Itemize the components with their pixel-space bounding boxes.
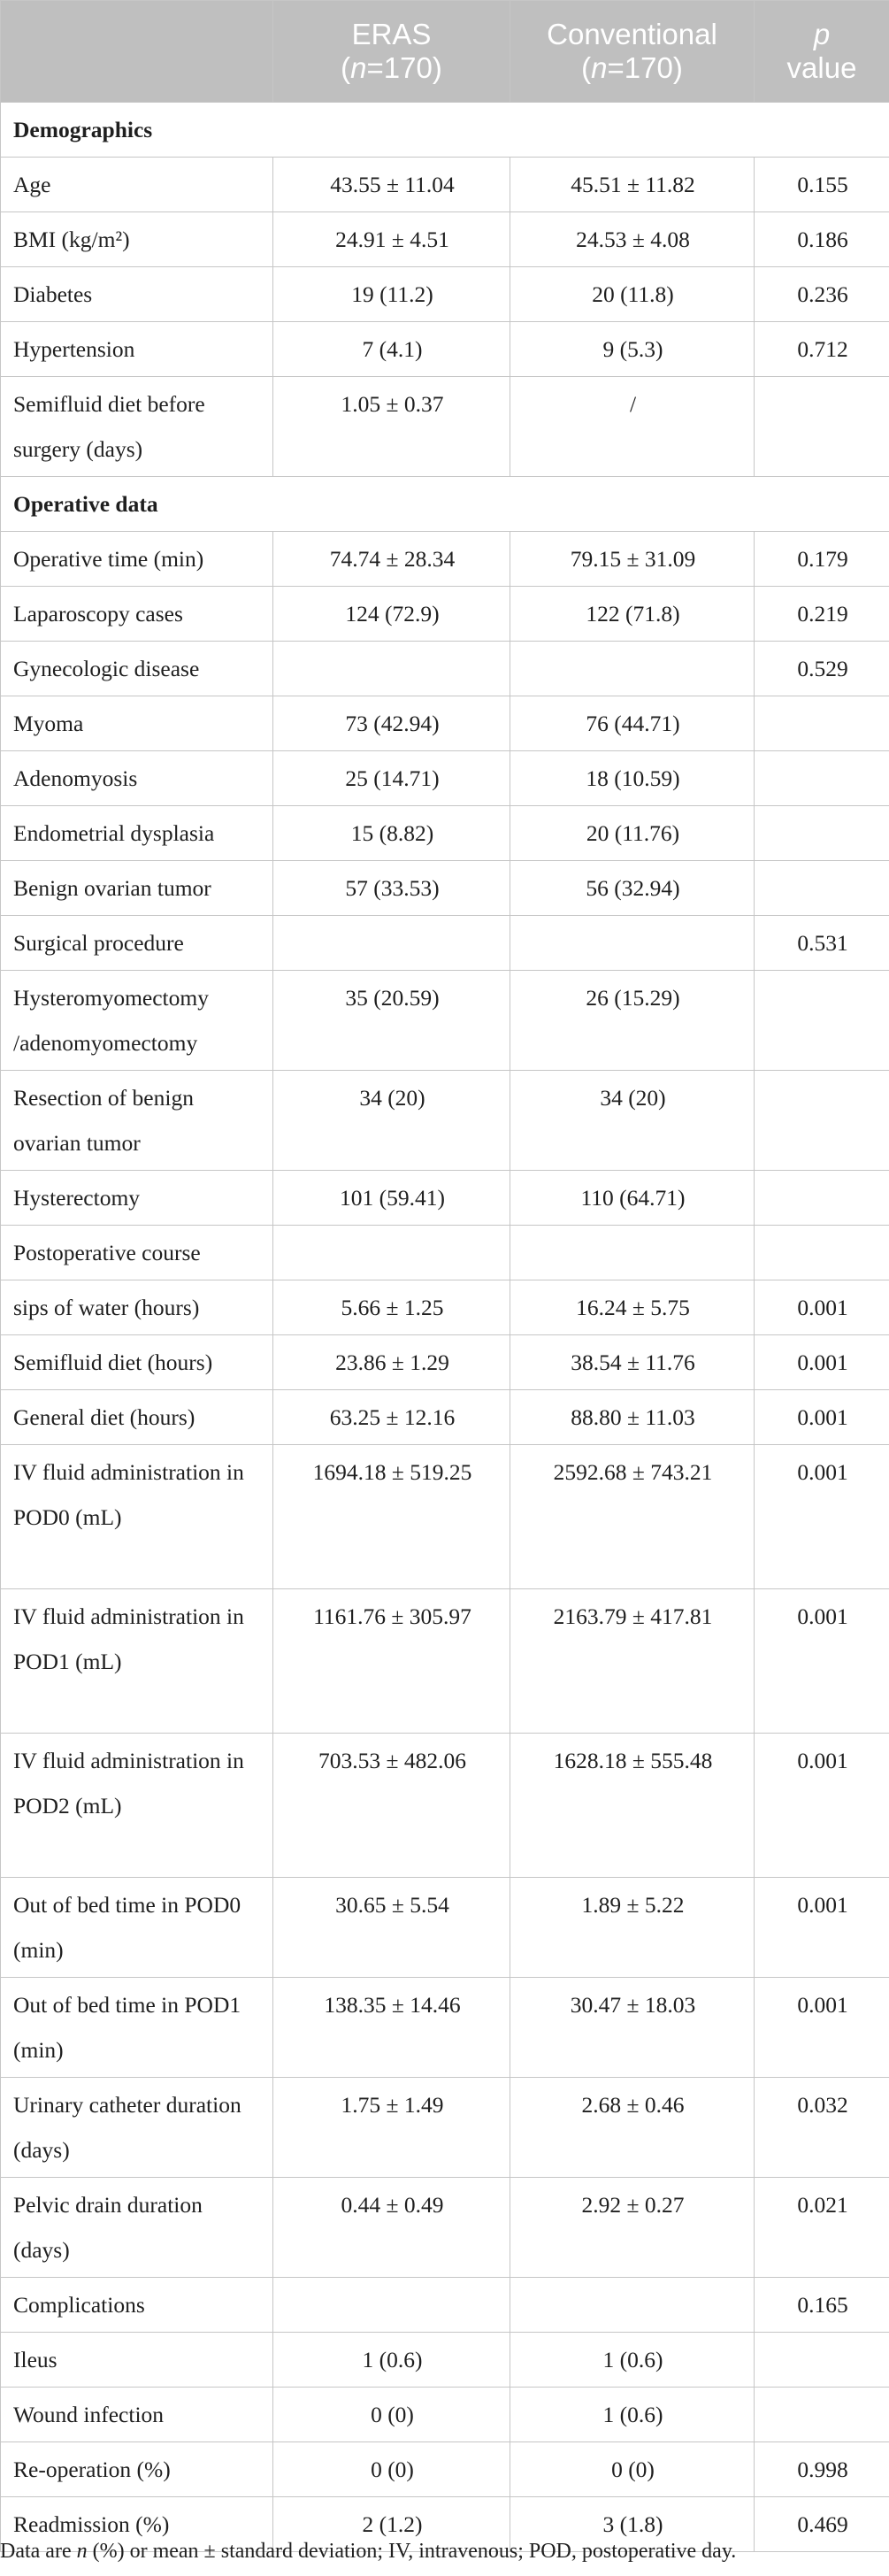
eras-value [273,642,510,696]
header-p-value [755,1,889,103]
p-value: 0.165 [755,2278,889,2333]
header-conventional [510,1,755,103]
p-value [755,377,889,477]
table-row [1,1390,889,1445]
eras-value: 15 (8.82) [273,806,510,861]
eras-value: 74.74 ± 28.34 [273,532,510,587]
table-row [1,751,889,806]
eras-value [273,916,510,971]
p-value: 0.021 [755,2178,889,2278]
table-row [1,2333,889,2388]
table-row [1,2442,889,2497]
conventional-value: 1.89 ± 5.22 [510,1878,755,1978]
eras-value: 34 (20) [273,1071,510,1171]
eras-value: 23.86 ± 1.29 [273,1335,510,1390]
row-label: IV fluid administration in POD2 (mL) [1,1734,273,1878]
row-label: Out of bed time in POD1 (min) [1,1978,273,2078]
footnote-post: (%) or mean ± standard deviation; IV, intravenous; POD, postoperative day. [87,2540,737,2563]
row-label: Urinary catheter duration (days) [1,2078,273,2178]
eras-value: 43.55 ± 11.04 [273,158,510,212]
p-value: 0.179 [755,532,889,587]
row-label: General diet (hours) [1,1390,273,1445]
conventional-value [510,642,755,696]
row-label: Age [1,158,273,212]
row-label: Surgical procedure [1,916,273,971]
conventional-value: 56 (32.94) [510,861,755,916]
p-value: 0.001 [755,1280,889,1335]
table-row [1,2078,889,2178]
p-value [755,696,889,751]
conventional-value: 2163.79 ± 417.81 [510,1589,755,1734]
row-label: Semifluid diet (hours) [1,1335,273,1390]
conventional-value: 3 (1.8) [510,2497,755,2552]
eras-value: 25 (14.71) [273,751,510,806]
row-label: Hypertension [1,322,273,377]
p-value: 0.529 [755,642,889,696]
p-value: 0.712 [755,322,889,377]
table-row [1,642,889,696]
conventional-value: 2.92 ± 0.27 [510,2178,755,2278]
eras-value: 1694.18 ± 519.25 [273,1445,510,1589]
row-label: Adenomyosis [1,751,273,806]
conventional-value: 16.24 ± 5.75 [510,1280,755,1335]
eras-value: 7 (4.1) [273,322,510,377]
table-row [1,1734,889,1878]
table-row [1,1589,889,1734]
row-label: Wound infection [1,2388,273,2442]
p-value: 0.186 [755,212,889,267]
p-value [755,1171,889,1226]
conventional-value: 18 (10.59) [510,751,755,806]
table-row [1,212,889,267]
conventional-value: 2592.68 ± 743.21 [510,1445,755,1589]
p-value: 0.001 [755,1734,889,1878]
p-value: 0.001 [755,1390,889,1445]
table-row [1,916,889,971]
row-label: Hysteromyomectomy /adenomyomectomy [1,971,273,1071]
p-value: 0.469 [755,2497,889,2552]
p-value: 0.155 [755,158,889,212]
row-label: Endometrial dysplasia [1,806,273,861]
p-value: 0.001 [755,1445,889,1589]
conventional-value: 76 (44.71) [510,696,755,751]
table-row [1,322,889,377]
table-row [1,1280,889,1335]
conventional-value: 1 (0.6) [510,2388,755,2442]
eras-value [273,1226,510,1280]
conventional-value: 9 (5.3) [510,322,755,377]
header-eras-n: n [350,51,367,84]
conventional-value: 34 (20) [510,1071,755,1171]
p-value: 0.531 [755,916,889,971]
table-row [1,861,889,916]
section-row [1,477,889,532]
row-label: Operative time (min) [1,532,273,587]
conventional-value [510,916,755,971]
header-p-symbol: p [813,18,831,50]
p-value [755,751,889,806]
row-label: Laparoscopy cases [1,587,273,642]
table-row [1,2388,889,2442]
header-empty-cell [1,1,273,103]
table-row [1,532,889,587]
header-conventional-n: n [591,51,608,84]
table-row [1,1445,889,1589]
conventional-value: 30.47 ± 18.03 [510,1978,755,2078]
conventional-value [510,2278,755,2333]
p-value: 0.998 [755,2442,889,2497]
p-value: 0.001 [755,1335,889,1390]
header-conventional-count: =170) [607,51,683,84]
table-row [1,1226,889,1280]
row-label: Re-operation (%) [1,2442,273,2497]
eras-value: 57 (33.53) [273,861,510,916]
row-label: Readmission (%) [1,2497,273,2552]
header-eras-open-paren: ( [341,51,351,84]
row-label: Diabetes [1,267,273,322]
eras-value: 73 (42.94) [273,696,510,751]
eras-value: 138.35 ± 14.46 [273,1978,510,2078]
eras-value: 1161.76 ± 305.97 [273,1589,510,1734]
row-label: IV fluid administration in POD1 (mL) [1,1589,273,1734]
conventional-value: 26 (15.29) [510,971,755,1071]
conventional-value: 45.51 ± 11.82 [510,158,755,212]
eras-value [273,2278,510,2333]
conventional-value: 0 (0) [510,2442,755,2497]
table-row [1,1335,889,1390]
p-value [755,1226,889,1280]
header-conventional-title: Conventional [547,18,717,50]
p-value: 0.219 [755,587,889,642]
header-conventional-open-paren: ( [581,51,592,84]
conventional-value: 110 (64.71) [510,1171,755,1226]
table-row [1,267,889,322]
conventional-value: 79.15 ± 31.09 [510,532,755,587]
p-value [755,2333,889,2388]
p-value: 0.032 [755,2078,889,2178]
eras-value: 19 (11.2) [273,267,510,322]
conventional-value: 20 (11.76) [510,806,755,861]
header-eras [273,1,510,103]
conventional-value: 88.80 ± 11.03 [510,1390,755,1445]
table-row [1,971,889,1071]
header-p-value-label: value [786,51,857,84]
table-row [1,2178,889,2278]
header-row [1,1,889,103]
conventional-value: / [510,377,755,477]
conventional-value: 20 (11.8) [510,267,755,322]
p-value: 0.001 [755,1878,889,1978]
eras-value: 703.53 ± 482.06 [273,1734,510,1878]
row-label: Postoperative course [1,1226,273,1280]
footnote-n: n [76,2540,88,2563]
eras-value: 2 (1.2) [273,2497,510,2552]
section-heading: Demographics [1,103,889,158]
p-value [755,1071,889,1171]
row-label: Gynecologic disease [1,642,273,696]
table-body [1,103,889,2552]
conventional-value: 2.68 ± 0.46 [510,2078,755,2178]
p-value [755,806,889,861]
row-label: Hysterectomy [1,1171,273,1226]
header-eras-title: ERAS [351,18,432,50]
p-value: 0.001 [755,1589,889,1734]
row-label: Pelvic drain duration (days) [1,2178,273,2278]
p-value [755,861,889,916]
eras-value: 1 (0.6) [273,2333,510,2388]
header-eras-count: =170) [366,51,442,84]
conventional-value: 38.54 ± 11.76 [510,1335,755,1390]
p-value [755,2388,889,2442]
conventional-value [510,1226,755,1280]
section-row [1,103,889,158]
eras-value: 24.91 ± 4.51 [273,212,510,267]
table-footnote [0,2540,736,2564]
table-row [1,1071,889,1171]
footnote-pre: Data are [0,2540,77,2563]
p-value: 0.001 [755,1978,889,2078]
eras-value: 5.66 ± 1.25 [273,1280,510,1335]
eras-value: 0 (0) [273,2388,510,2442]
row-label: sips of water (hours) [1,1280,273,1335]
eras-value: 101 (59.41) [273,1171,510,1226]
row-label: Benign ovarian tumor [1,861,273,916]
p-value [755,971,889,1071]
table-row [1,377,889,477]
eras-value: 1.75 ± 1.49 [273,2078,510,2178]
eras-value: 0 (0) [273,2442,510,2497]
eras-value: 63.25 ± 12.16 [273,1390,510,1445]
section-heading: Operative data [1,477,889,532]
table-row [1,158,889,212]
eras-value: 1.05 ± 0.37 [273,377,510,477]
eras-value: 35 (20.59) [273,971,510,1071]
row-label: BMI (kg/m²) [1,212,273,267]
row-label: Ileus [1,2333,273,2388]
row-label: Complications [1,2278,273,2333]
table-row [1,806,889,861]
conventional-value: 1628.18 ± 555.48 [510,1734,755,1878]
row-label: IV fluid administration in POD0 (mL) [1,1445,273,1589]
row-label: Myoma [1,696,273,751]
row-label: Semifluid diet before surgery (days) [1,377,273,477]
table-row [1,1171,889,1226]
conventional-value: 122 (71.8) [510,587,755,642]
table-row [1,1978,889,2078]
p-value: 0.236 [755,267,889,322]
table-row [1,696,889,751]
table-row [1,1878,889,1978]
eras-value: 30.65 ± 5.54 [273,1878,510,1978]
row-label: Resection of benign ovarian tumor [1,1071,273,1171]
eras-value: 0.44 ± 0.49 [273,2178,510,2278]
conventional-value: 1 (0.6) [510,2333,755,2388]
table-row [1,2278,889,2333]
row-label: Out of bed time in POD0 (min) [1,1878,273,1978]
eras-value: 124 (72.9) [273,587,510,642]
conventional-value: 24.53 ± 4.08 [510,212,755,267]
table-row [1,587,889,642]
